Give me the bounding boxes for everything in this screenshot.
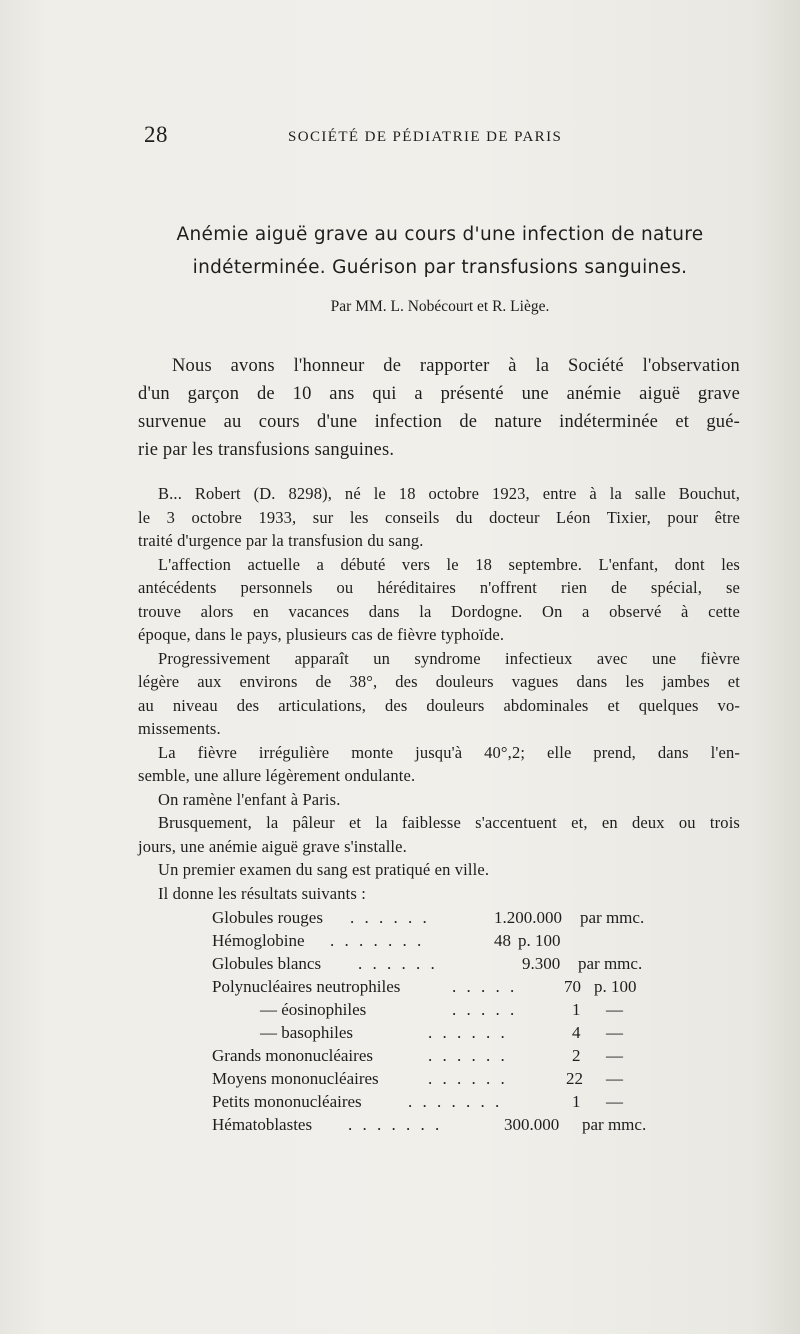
observation-line: B... Robert (D. 8298), né le 18 octobre 1923, entre à la salle Bouchut, [158, 484, 740, 503]
observation-line: Un premier examen du sang est pratiqué en ville. [158, 860, 490, 879]
result-unit: par mmc. [582, 1115, 647, 1134]
observation-line: Progressivement apparaît un syndrome infectieux avec une fièvre [158, 648, 740, 668]
table-row [212, 1046, 672, 1069]
result-leader-dots: . . . . . . [428, 1069, 508, 1088]
observation-line: au niveau des articulations, des douleurs abdominales et quelques vo- [138, 695, 740, 715]
result-label: Petits mononucléaires [212, 1092, 362, 1111]
table-row [212, 1092, 672, 1115]
result-value: 1 [572, 1000, 581, 1019]
table-row [212, 1115, 672, 1138]
result-label: Hémoglobine [212, 931, 305, 950]
intro-line: d'un garçon de 10 ans qui a présenté une anémie aiguë grave [138, 384, 740, 404]
blood-results-table [212, 908, 672, 1138]
observation-line: époque, dans le pays, plusieurs cas de fièvre typhoïde. [138, 625, 505, 644]
title-line-1: Anémie aiguë grave au cours d'une infection de nature [176, 224, 704, 245]
result-label: — basophiles [260, 1023, 354, 1042]
result-value: 4 [572, 1023, 581, 1042]
result-unit: — [606, 1092, 623, 1111]
title-line-2: indéterminée. Guérison par transfusions sanguines. [192, 257, 688, 278]
result-leader-dots: . . . . . [452, 1000, 518, 1019]
observation-line: semble, une allure légèrement ondulante. [138, 766, 416, 785]
observation-line: missements. [138, 719, 221, 738]
observation-line: le 3 octobre 1933, sur les conseils du docteur Léon Tixier, pour être [138, 507, 740, 527]
observation-line: On ramène l'enfant à Paris. [158, 789, 341, 809]
running-head: SOCIÉTÉ DE PÉDIATRIE DE PARIS [288, 129, 563, 145]
authors-line: Par MM. L. Nobécourt et R. Liège. [330, 298, 550, 315]
result-label: Globules rouges [212, 908, 323, 927]
observation-line: La fièvre irrégulière monte jusqu'à 40°,2; elle prend, dans l'en- [158, 742, 740, 762]
result-label: Globules blancs [212, 954, 322, 973]
result-leader-dots: . . . . . . . [348, 1115, 443, 1134]
intro-line: survenue au cours d'une infection de nature indéterminée et gué- [138, 412, 740, 432]
table-row [212, 908, 672, 931]
observation-line: antécédents personnels ou héréditaires n'offrent rien de spécial, se [138, 578, 740, 597]
result-value: 48 [494, 931, 511, 950]
result-leader-dots: . . . . . [452, 977, 518, 996]
table-row [212, 977, 672, 1000]
result-label: Hématoblastes [212, 1115, 313, 1134]
result-unit: — [606, 1046, 623, 1065]
page-number: 28 [144, 122, 168, 147]
result-unit: p. 100 [594, 977, 637, 996]
observation-line: Il donne les résultats suivants : [158, 883, 366, 903]
result-leader-dots: . . . . . . [350, 908, 430, 927]
table-row [212, 1023, 672, 1046]
result-value: 70 [564, 977, 581, 996]
table-row [212, 1069, 672, 1092]
observation-line: L'affection actuelle a débuté vers le 18 septembre. L'enfant, dont les [158, 554, 740, 574]
observation-line: jours, une anémie aiguë grave s'installe. [138, 836, 407, 856]
result-value: 300.000 [504, 1115, 560, 1134]
observation-line: trouve alors en vacances dans la Dordogne. On a observé à cette [138, 601, 740, 621]
result-value: 1 [572, 1092, 581, 1111]
table-row [212, 954, 672, 977]
observation-line: Brusquement, la pâleur et la faiblesse s'accentuent et, en deux ou trois [158, 813, 740, 832]
page-header [138, 122, 738, 154]
intro-line: rie par les transfusions sanguines. [138, 440, 395, 460]
intro-paragraph [138, 352, 740, 464]
result-unit: par mmc. [580, 908, 645, 927]
result-label: — éosinophiles [260, 1000, 367, 1019]
article-title [140, 218, 740, 284]
result-unit: — [606, 1069, 623, 1088]
table-row [212, 1000, 672, 1023]
observation-text [138, 482, 740, 905]
intro-line: Nous avons l'honneur de rapporter à la Société l'observation [172, 356, 740, 376]
result-value: 1.200.000 [494, 908, 562, 927]
result-leader-dots: . . . . . . . [408, 1092, 503, 1111]
result-leader-dots: . . . . . . [428, 1046, 508, 1065]
result-value: 2 [572, 1046, 581, 1065]
result-value: 22 [566, 1069, 583, 1088]
result-leader-dots: . . . . . . . [330, 931, 425, 950]
result-leader-dots: . . . . . . [428, 1023, 508, 1042]
result-value: 9.300 [522, 954, 561, 973]
result-label: Grands mononucléaires [212, 1046, 373, 1065]
result-label: Polynucléaires neutrophiles [212, 977, 401, 996]
result-unit: — [606, 1023, 623, 1042]
observation-line: traité d'urgence par la transfusion du sang. [138, 531, 424, 550]
result-leader-dots: . . . . . . [358, 954, 438, 973]
table-row [212, 931, 672, 954]
observation-line: légère aux environs de 38°, des douleurs vagues dans les jambes et [138, 672, 740, 691]
result-unit: — [606, 1000, 623, 1019]
result-unit: par mmc. [578, 954, 643, 973]
result-unit: p. 100 [518, 931, 561, 950]
result-label: Moyens mononucléaires [212, 1069, 379, 1088]
